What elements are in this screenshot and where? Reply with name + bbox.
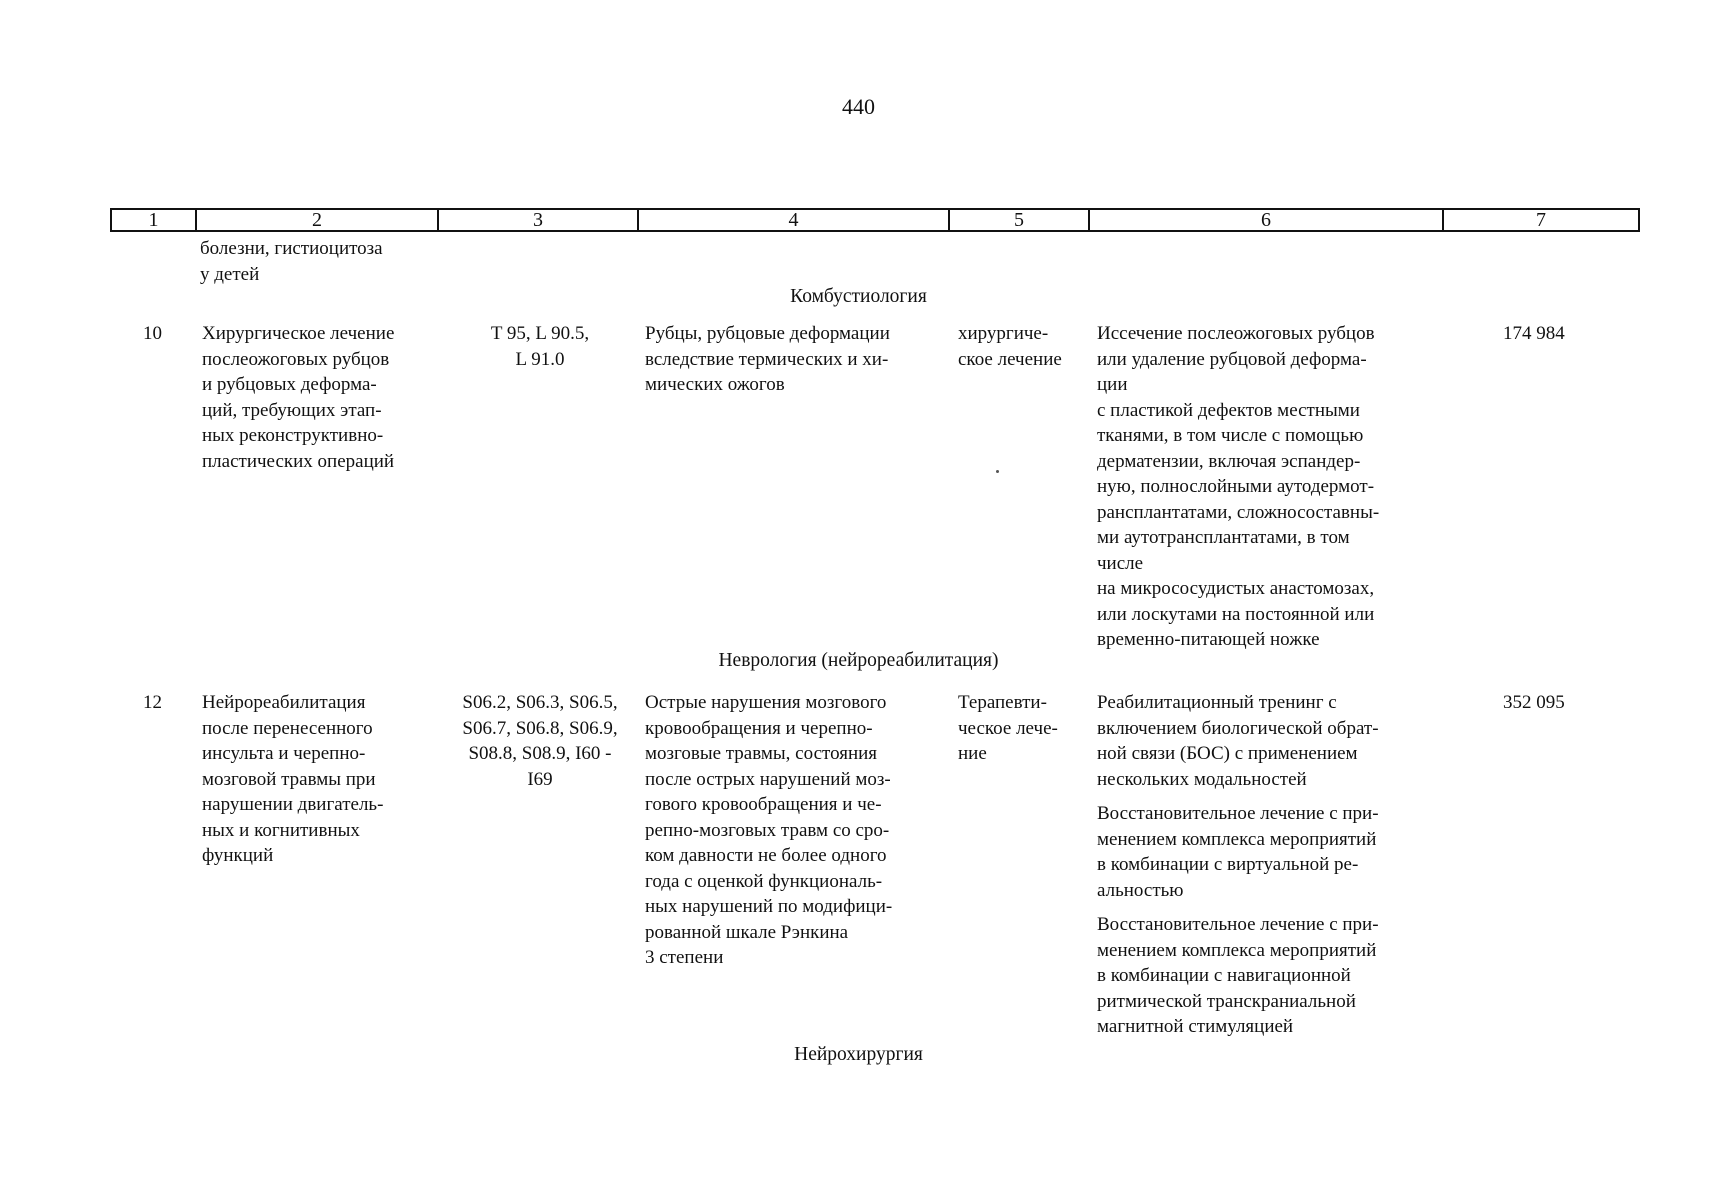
- row-name: [202, 321, 394, 474]
- row-number: 10: [143, 323, 162, 344]
- header-col-2: 2: [197, 210, 439, 230]
- method-line: дерматензии, включая эспандер-: [1097, 450, 1361, 472]
- model-line: ных нарушений по модифици-: [645, 896, 893, 917]
- model-line: рованной шкале Рэнкина: [645, 921, 849, 943]
- row-treatment-methods: [1097, 690, 1379, 1049]
- method-line: ми аутотрансплантатами, в том: [1097, 527, 1350, 548]
- header-col-1: 1: [112, 210, 197, 230]
- treatment-line: ское лечение: [958, 348, 1062, 370]
- model-line: гового кровообращения и че-: [645, 794, 882, 815]
- table-header-row: [110, 208, 1640, 232]
- row-codes: [440, 690, 640, 792]
- method-line: рансплантатами, сложносоставны-: [1097, 501, 1380, 523]
- continuation-text: [200, 236, 383, 287]
- name-line: инсульта и черепно-: [202, 743, 366, 764]
- row-cost: 352 095: [1503, 692, 1565, 713]
- model-line: мических ожогов: [645, 374, 785, 395]
- model-line: Рубцы, рубцовые деформации: [645, 323, 890, 344]
- name-line: ных реконструктивно-: [202, 425, 384, 446]
- name-line: функций: [202, 845, 274, 866]
- name-line: и рубцовых деформа-: [202, 374, 377, 395]
- method-line: временно-питающей ножке: [1097, 629, 1320, 650]
- header-col-5: 5: [950, 210, 1090, 230]
- model-line: Острые нарушения мозгового: [645, 692, 887, 713]
- method-line: альностью: [1097, 879, 1184, 901]
- method-line: тканями, в том числе с помощью: [1097, 425, 1364, 446]
- section-heading-neurosurgery: Нейрохирургия: [794, 1044, 923, 1065]
- name-line: после перенесенного: [202, 717, 373, 739]
- method-line: в комбинации с виртуальной ре-: [1097, 854, 1359, 875]
- model-line: репно-мозговых травм со сро-: [645, 819, 890, 841]
- method-line: в комбинации с навигационной: [1097, 965, 1351, 986]
- method-line: числе: [1097, 552, 1144, 574]
- codes-line: S06.2, S06.3, S06.5,: [462, 692, 618, 713]
- method-line: ную, полнослойными аутодермот-: [1097, 476, 1375, 497]
- name-line: Хирургическое лечение: [202, 323, 395, 344]
- method-line: нескольких модальностей: [1097, 768, 1307, 790]
- name-line: Нейрореабилитация: [202, 692, 366, 713]
- method-line: или удаление рубцовой деформа-: [1097, 348, 1367, 370]
- model-line: кровообращения и черепно-: [645, 717, 873, 739]
- method-line: с пластикой дефектов местными: [1097, 399, 1360, 421]
- continuation-line: у детей: [200, 263, 260, 285]
- codes-line: I69: [527, 768, 553, 790]
- model-line: вследствие термических и хи-: [645, 348, 889, 370]
- treatment-line: ческое лече-: [958, 717, 1058, 739]
- method-block: [1097, 690, 1379, 792]
- row-patient-model: [645, 690, 892, 971]
- treatment-line: ние: [958, 743, 987, 764]
- method-line: на микрососудистых анастомозах,: [1097, 578, 1375, 599]
- name-line: ных и когнитивных: [202, 819, 360, 841]
- row-treatment-type: [958, 321, 1062, 372]
- scan-speck: [996, 470, 999, 473]
- header-col-7: 7: [1536, 209, 1546, 231]
- model-line: мозговые травмы, состояния: [645, 743, 878, 764]
- row-patient-model: [645, 321, 890, 398]
- method-line: менением комплекса мероприятий: [1097, 939, 1377, 961]
- header-col-4: 4: [639, 210, 950, 230]
- treatment-line: хирургиче-: [958, 323, 1049, 344]
- name-line: нарушении двигатель-: [202, 794, 384, 815]
- row-number: 12: [143, 692, 162, 713]
- row-treatment-type: [958, 690, 1058, 767]
- method-block: [1097, 912, 1379, 1040]
- row-treatment-method: [1097, 321, 1379, 653]
- section-heading-neurology: Неврология (нейрореабилитация): [718, 650, 999, 671]
- row-cost: 174 984: [1503, 323, 1565, 344]
- method-line: менением комплекса мероприятий: [1097, 828, 1377, 850]
- treatment-line: Терапевти-: [958, 692, 1047, 713]
- method-line: Иссечение послеожоговых рубцов: [1097, 323, 1375, 344]
- method-line: Восстановительное лечение с при-: [1097, 914, 1379, 935]
- method-line: Восстановительное лечение с при-: [1097, 803, 1379, 824]
- method-line: или лоскутами на постоянной или: [1097, 603, 1375, 625]
- header-col-6: 6: [1090, 210, 1444, 230]
- codes-line: S06.7, S06.8, S06.9,: [462, 717, 618, 739]
- method-line: ной связи (БОС) с применением: [1097, 743, 1358, 764]
- model-line: 3 степени: [645, 947, 724, 968]
- header-col-3: 3: [439, 210, 639, 230]
- name-line: ций, требующих этап-: [202, 399, 382, 421]
- codes-line: S08.8, S08.9, I60 -: [468, 743, 612, 764]
- codes-line: L 91.0: [515, 348, 565, 370]
- name-line: пластических операций: [202, 450, 395, 472]
- page-number: 440: [842, 94, 875, 119]
- method-block: [1097, 801, 1379, 903]
- name-line: мозговой травмы при: [202, 768, 376, 790]
- method-line: ритмической транскраниальной: [1097, 990, 1356, 1012]
- model-line: года с оценкой функциональ-: [645, 870, 883, 892]
- model-line: ком давности не более одного: [645, 845, 887, 866]
- row-codes: [440, 321, 640, 372]
- row-name: [202, 690, 383, 869]
- model-line: после острых нарушений моз-: [645, 768, 891, 790]
- section-heading-combustiology: Комбустиология: [790, 286, 927, 307]
- codes-line: T 95, L 90.5,: [490, 323, 590, 344]
- method-line: ции: [1097, 374, 1128, 395]
- method-line: магнитной стимуляцией: [1097, 1016, 1294, 1037]
- method-line: Реабилитационный тренинг с: [1097, 692, 1337, 713]
- method-line: включением биологической обрат-: [1097, 717, 1379, 739]
- continuation-line: болезни, гистиоцитоза: [200, 238, 383, 259]
- name-line: послеожоговых рубцов: [202, 348, 390, 370]
